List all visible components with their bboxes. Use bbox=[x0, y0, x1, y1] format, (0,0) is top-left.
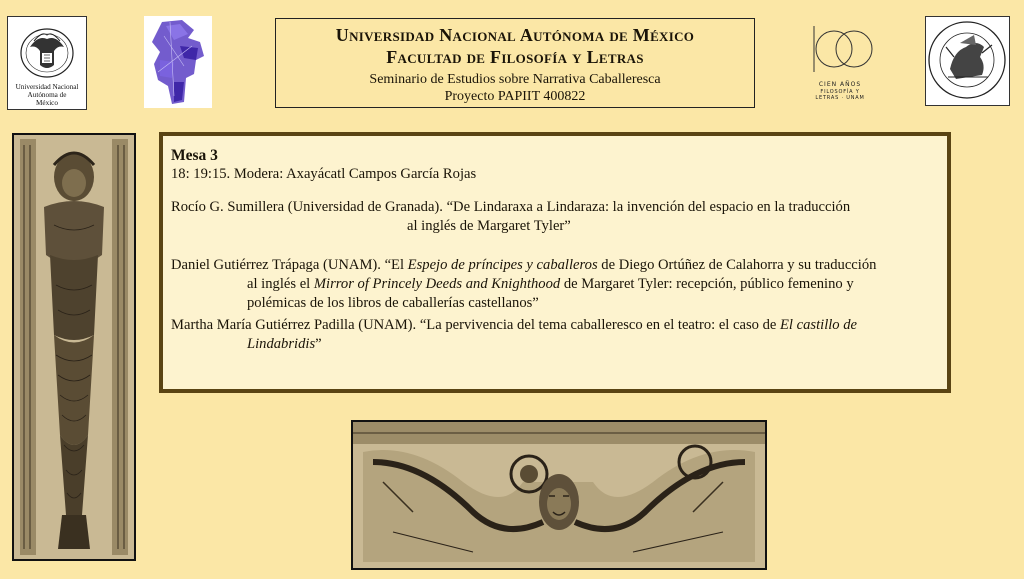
unam-logo bbox=[7, 16, 87, 110]
talk-2-line-1 bbox=[171, 256, 933, 275]
talk-2-text-c: de Diego Ortúñez de Calahorra y su traducción bbox=[597, 257, 877, 273]
narrativa-caballeresca-seal bbox=[925, 16, 1010, 106]
mesa-title: Mesa 3 bbox=[171, 147, 218, 164]
talk-3-text-d: ” bbox=[315, 336, 322, 352]
talk-3 bbox=[171, 316, 933, 354]
faculty-name: Facultad de Filosofía y Letras bbox=[386, 47, 644, 67]
talk-2 bbox=[171, 256, 933, 313]
talk-2-line-3: polémicas de los libros de caballerías castellanos” bbox=[247, 295, 539, 311]
talk-1-line-2: al inglés de Margaret Tyler” bbox=[407, 218, 571, 234]
talk-2-text-d: al inglés el bbox=[247, 276, 314, 292]
seminar-name: Seminario de Estudios sobre Narrativa Caballeresca bbox=[369, 72, 661, 87]
project-name: Proyecto PAPIIT 400822 bbox=[444, 89, 586, 104]
talk-2-title-a: Espejo de príncipes y caballeros bbox=[407, 257, 598, 273]
talk-3-line-2 bbox=[171, 335, 933, 354]
seminar-knight-logo bbox=[144, 16, 212, 108]
talk-3-title-a: El castillo de bbox=[780, 317, 858, 333]
talk-2-line-2 bbox=[171, 275, 933, 294]
talk-3-line-1 bbox=[171, 316, 933, 335]
program-box bbox=[159, 132, 951, 393]
talk-1-line-1: Rocío G. Sumillera (Universidad de Granada). “De Lindaraxa a Lindaraza: la invención del espacio en la traducción bbox=[171, 199, 851, 215]
bottom-engraving-ornament bbox=[351, 420, 767, 570]
cien-anos-text-2: FILOSOFÍA Y bbox=[820, 89, 860, 95]
cien-anos-text-3: LETRAS · UNAM bbox=[815, 95, 865, 101]
unam-caption-2: Autónoma de bbox=[27, 91, 67, 99]
talk-2-title-b: Mirror of Princely Deeds and Knighthood bbox=[313, 276, 561, 292]
university-name: Universidad Nacional Autónoma de México bbox=[335, 25, 695, 45]
left-engraving-figure bbox=[12, 133, 136, 561]
unam-caption-3: México bbox=[36, 99, 58, 107]
talk-2-text-f: de Margaret Tyler: recepción, público femenino y bbox=[560, 276, 854, 292]
talk-1 bbox=[171, 198, 933, 236]
talk-3-text-a: Martha María Gutiérrez Padilla (UNAM). “La pervivencia del tema caballeresco en el teatro: el caso de bbox=[171, 317, 781, 333]
talk-3-title-b: Lindabridis bbox=[247, 336, 316, 352]
schedule-line: 18: 19:15. Modera: Axayácatl Campos García Rojas bbox=[171, 166, 477, 182]
talk-2-text-a: Daniel Gutiérrez Trápaga (UNAM). “El bbox=[171, 257, 408, 273]
header-box bbox=[275, 18, 755, 108]
unam-caption-1: Universidad Nacional bbox=[15, 83, 79, 91]
cien-anos-logo bbox=[800, 16, 880, 108]
cien-anos-text-1: CIEN AÑOS bbox=[818, 81, 862, 88]
